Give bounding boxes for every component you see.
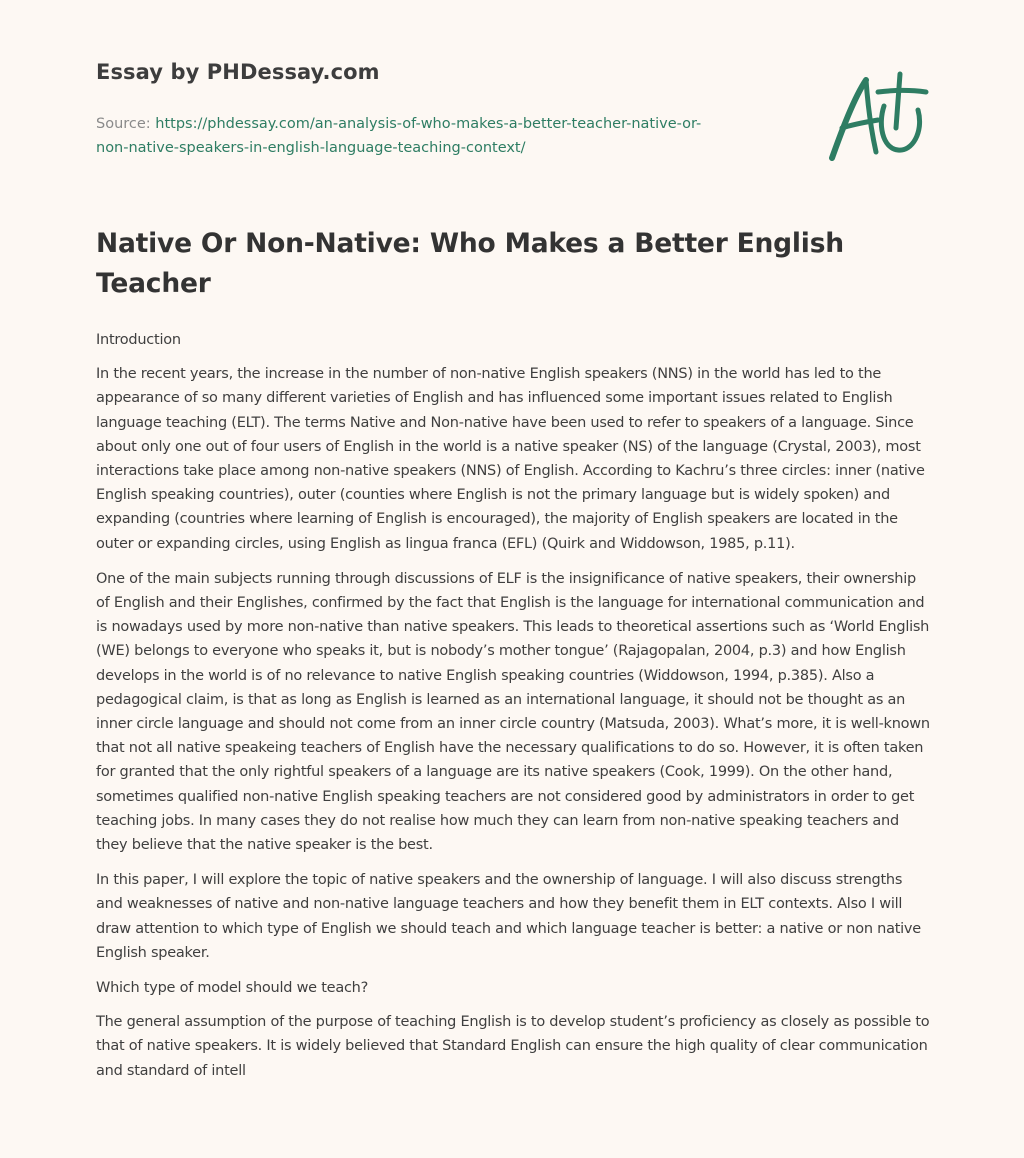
section-heading-model: Which type of model should we teach?: [96, 980, 369, 997]
paragraph: One of the main subjects running through discussions of ELF is the insignificance of native speakers, their ownership of English and their Englishes, confirmed by the fact that English is the language for international communication and is nowadays used by more non-native than native speakers. This leads to theoretical assertions such as ‘World English (WE) belongs to everyone who speaks it, but is nobody’s mother tongue’ (Rajagopalan, 2004, p.3) and how English develops in the world is of no relevance to native English speaking countries (Widdowson, 1994, p.385). Also a pedagogical claim, is that as long as English is learned as an international language, it should not be thought as an inner circle language and should not come from an inner circle country (Matsuda, 2003). What’s more, it is well-known that not all native speakeing teachers of English have the necessary qualifications to do so. However, it is often taken for granted that the only rightful speakers of a language are its native speakers (Cook, 1999). On the other hand, sometimes qualified non-native English speaking teachers are not considered good by administrators in order to get teaching jobs. In many cases they do not realise how much they can learn from non-native speaking teachers and they believe that the native speaker is the best.: [96, 570, 930, 854]
source-label: Source:: [96, 116, 151, 132]
paragraph: The general assumption of the purpose of teaching English is to develop student’s proficiency as closely as possible to that of native speakers. It is widely believed that Standard English can ensure the high quality of clear communication and standard of intell: [96, 1014, 930, 1079]
site-header: [96, 60, 796, 160]
a-plus-logo-icon: [820, 68, 930, 168]
source-link-line-1: https://phdessay.com/an-analysis-of-who-makes-a-better-teacher-native-or-: [155, 116, 702, 132]
article-title: Native Or Non-Native: Who Makes a Better English Teacher: [96, 228, 844, 299]
article: [96, 224, 932, 1094]
source-line: [96, 112, 796, 160]
section-heading-introduction: Introduction: [96, 332, 181, 348]
source-link[interactable]: [96, 116, 701, 156]
paragraph: In the recent years, the increase in the number of non-native English speakers (NNS) in the world has led to the appearance of so many different varieties of English and has influenced some important issues related to English language teaching (ELT). The terms Native and Non-native have been used to refer to speakers of a language. Since about only one out of four users of English in the world is a native speaker (NS) of the language (Crystal, 2003), most interactions take place among non-native speakers (NNS) of English. According to Kachru’s three circles: inner (native English speaking countries), outer (counties where English is not the primary language but is widely spoken) and expanding (countries where learning of English is encouraged), the majority of English speakers are located in the outer or expanding circles, using English as lingua franca (EFL) (Quirk and Widdowson, 1985, p.11).: [96, 366, 925, 552]
essay-body: [96, 328, 932, 1083]
source-link-line-2: non-native-speakers-in-english-language-teaching-context/: [96, 140, 526, 156]
paragraph: In this paper, I will explore the topic of native speakers and the ownership of language. I will also discuss strengths and weaknesses of native and non-native language teachers and how they benefit them in ELT contexts. Also I will draw attention to which type of English we should teach and which language teacher is better: a native or non native English speaker.: [96, 872, 921, 961]
site-name: Essay by PHDessay.com: [96, 60, 380, 84]
